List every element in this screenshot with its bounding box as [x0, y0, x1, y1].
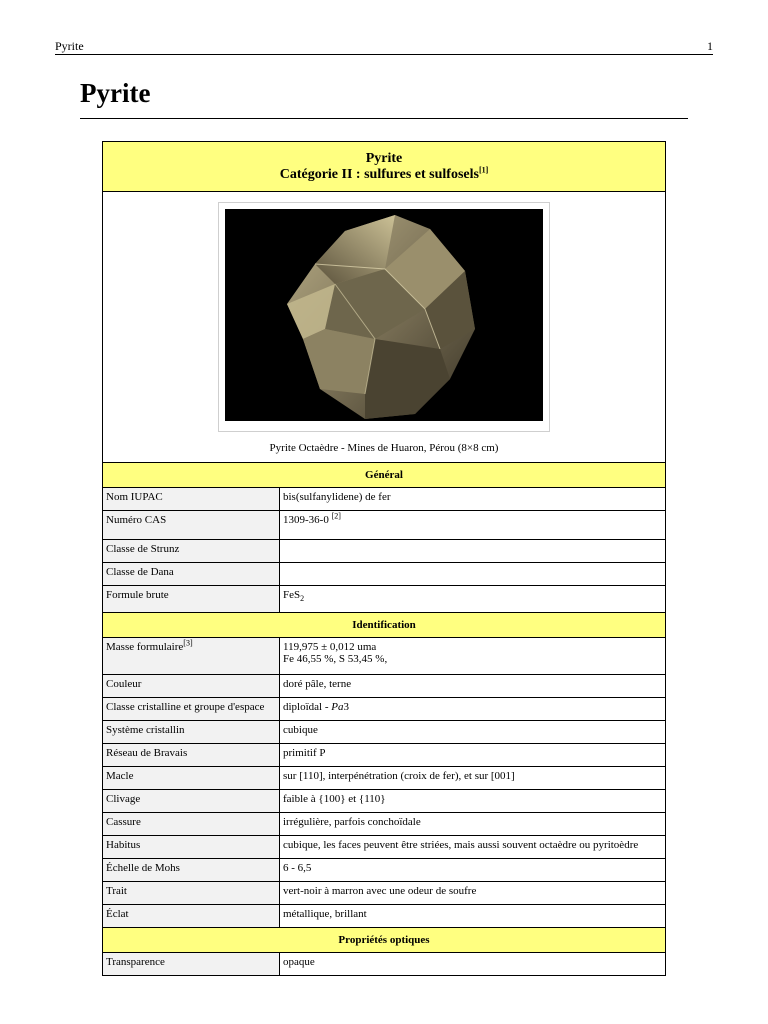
- value-bravais: primitif P: [280, 744, 666, 767]
- page-number: 1: [707, 39, 713, 53]
- value-formula: FeS$_2$: [280, 586, 666, 613]
- infobox-name: Pyrite: [365, 151, 403, 166]
- value-cas: [280, 511, 666, 540]
- label-formula: Formule brute: [103, 586, 280, 613]
- section-optical: Propriétés optiques: [103, 928, 666, 953]
- label-color: Couleur: [103, 675, 280, 698]
- label-crystal-class: Classe cristalline et groupe d'espace: [103, 698, 280, 721]
- label-iupac: Nom IUPAC: [103, 488, 280, 511]
- value-cleavage: faible à {100} et {110}: [280, 790, 666, 813]
- label-twin: Macle: [103, 767, 280, 790]
- label-bravais: Réseau de Bravais: [103, 744, 280, 767]
- section-general: Général: [103, 463, 666, 488]
- label-dana: Classe de Dana: [103, 563, 280, 586]
- label-streak: Trait: [103, 882, 280, 905]
- pyrite-crystal-photo[interactable]: [225, 209, 543, 421]
- label-habit: Habitus: [103, 836, 280, 859]
- label-luster: Éclat: [103, 905, 280, 928]
- label-crystal-system: Système cristallin: [103, 721, 280, 744]
- running-header-title: Pyrite: [55, 39, 84, 53]
- value-luster: métallique, brillant: [280, 905, 666, 928]
- value-mohs: 6 - 6,5: [280, 859, 666, 882]
- cas-link[interactable]: 1309-36-0: [283, 514, 332, 526]
- ref-link-2[interactable]: [2]: [331, 511, 341, 521]
- title-divider: [80, 118, 688, 119]
- value-strunz: [280, 540, 666, 563]
- image-thumbnail[interactable]: [218, 202, 550, 432]
- label-fracture: Cassure: [103, 813, 280, 836]
- value-dana: [280, 563, 666, 586]
- infobox-image-cell: [103, 192, 666, 463]
- label-strunz: Classe de Strunz: [103, 540, 280, 563]
- value-crystal-system: cubique: [280, 721, 666, 744]
- value-streak: vert-noir à marron avec une odeur de soufre: [280, 882, 666, 905]
- mineral-infobox: [102, 141, 666, 976]
- running-header: [55, 38, 713, 55]
- infobox-category: Catégorie II : sulfures et sulfosels[1]: [279, 165, 489, 182]
- image-caption: Pyrite Octaèdre - Mines de Huaron, Pérou (8×8 cm): [269, 442, 499, 454]
- value-habit: cubique, les faces peuvent être striées, mais aussi souvent octaèdre ou pyritoèdre: [280, 836, 666, 859]
- value-fracture: irrégulière, parfois conchoïdale: [280, 813, 666, 836]
- value-crystal-class: diploïdal - Pa3: [280, 698, 666, 721]
- value-transparency: opaque: [280, 953, 666, 976]
- section-identification: Identification: [103, 613, 666, 638]
- value-iupac: bis(sulfanylidene) de fer: [280, 488, 666, 511]
- ref-link-3[interactable]: [3]: [183, 638, 193, 648]
- value-twin: sur [110], interpénétration (croix de fer), et sur [001]: [280, 767, 666, 790]
- label-transparency: Transparence: [103, 953, 280, 976]
- page-title: Pyrite: [80, 78, 151, 108]
- ref-link-1[interactable]: [1]: [478, 165, 489, 175]
- label-mass: Masse formulaire[3]: [103, 638, 280, 675]
- pyrite-crystal-icon: [225, 209, 543, 421]
- value-mass: 119,975 ± 0,012 uma Fe 46,55 %, S 53,45 %,: [280, 638, 666, 675]
- infobox-header: [103, 142, 666, 192]
- label-cas: Numéro CAS: [103, 511, 280, 540]
- label-cleavage: Clivage: [103, 790, 280, 813]
- label-mohs: Échelle de Mohs: [103, 859, 280, 882]
- value-color: doré pâle, terne: [280, 675, 666, 698]
